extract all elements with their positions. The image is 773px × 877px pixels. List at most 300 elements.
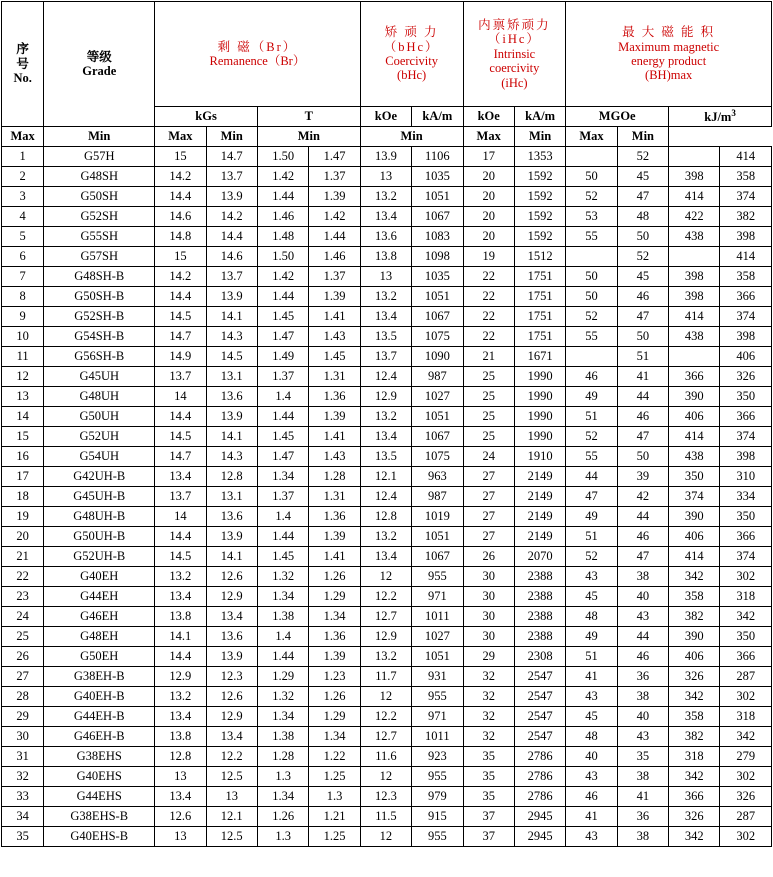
cell-ihc-kam: 2547 <box>514 727 565 747</box>
cell-bh-mgoe-max: 46 <box>566 787 617 807</box>
cell-bhc-kam: 1075 <box>412 447 463 467</box>
cell-bh-kj-min: 366 <box>720 647 772 667</box>
table-body <box>2 147 772 847</box>
cell-bhc-kam: 915 <box>412 807 463 827</box>
cell-br-kgs-min: 12.5 <box>206 827 257 847</box>
cell-no: 17 <box>2 467 44 487</box>
cell-bh-mgoe-min: 41 <box>617 787 668 807</box>
cell-br-t-max: 1.47 <box>257 447 308 467</box>
cell-grade: G40EHS <box>44 767 155 787</box>
cell-bh-kj-min: 279 <box>720 747 772 767</box>
cell-ihc-koe: 25 <box>463 407 514 427</box>
table-row <box>2 307 772 327</box>
cell-br-t-min: 1.37 <box>309 167 360 187</box>
cell-br-t-max: 1.34 <box>257 467 308 487</box>
cell-bh-mgoe-min: 50 <box>617 447 668 467</box>
cell-br-t-max: 1.34 <box>257 787 308 807</box>
header-unit-kam: kA/m <box>412 107 463 127</box>
header-unit-mgoe: MGOe <box>566 107 669 127</box>
cell-ihc-koe: 30 <box>463 607 514 627</box>
cell-br-kgs-min: 12.1 <box>206 807 257 827</box>
cell-ihc-koe: 20 <box>463 187 514 207</box>
cell-no: 25 <box>2 627 44 647</box>
cell-ihc-kam: 2547 <box>514 667 565 687</box>
cell-no: 34 <box>2 807 44 827</box>
table-row <box>2 167 772 187</box>
cell-bh-mgoe-max: 41 <box>566 667 617 687</box>
cell-bh-kj-max: 342 <box>669 687 720 707</box>
cell-br-t-min: 1.43 <box>309 447 360 467</box>
cell-bh-mgoe-max: 49 <box>566 627 617 647</box>
cell-bh-mgoe-min: 46 <box>617 407 668 427</box>
cell-grade: G50EH <box>44 647 155 667</box>
cell-bh-kj-min: 366 <box>720 287 772 307</box>
cell-ihc-koe: 25 <box>463 427 514 447</box>
cell-ihc-koe: 32 <box>463 687 514 707</box>
cell-br-t-min: 1.39 <box>309 407 360 427</box>
header-intrinsic-cn: 内禀矫顽力 <box>478 18 551 33</box>
cell-no: 26 <box>2 647 44 667</box>
cell-ihc-kam: 1671 <box>514 347 565 367</box>
cell-no: 4 <box>2 207 44 227</box>
cell-bh-mgoe-max: 45 <box>566 707 617 727</box>
cell-bhc-koe: 13.5 <box>360 447 411 467</box>
table-row <box>2 627 772 647</box>
table-row <box>2 747 772 767</box>
header-br-t-max: Max <box>155 127 206 147</box>
header-unit-kjm3 <box>669 107 772 127</box>
cell-br-t-min: 1.29 <box>309 587 360 607</box>
cell-br-t-max: 1.34 <box>257 707 308 727</box>
cell-bh-kj-max: 342 <box>669 827 720 847</box>
table-row <box>2 667 772 687</box>
cell-bhc-koe: 13.4 <box>360 427 411 447</box>
header-coercivity-en2: (bHc) <box>397 68 427 83</box>
cell-bh-mgoe-max: 49 <box>566 507 617 527</box>
cell-ihc-kam: 2547 <box>514 707 565 727</box>
cell-bh-mgoe-min: 52 <box>617 147 668 167</box>
table-row <box>2 647 772 667</box>
cell-br-kgs-min: 13.9 <box>206 407 257 427</box>
cell-br-t-max: 1.42 <box>257 267 308 287</box>
cell-br-t-max: 1.45 <box>257 427 308 447</box>
cell-br-kgs-max: 14.4 <box>155 287 206 307</box>
cell-ihc-koe: 22 <box>463 267 514 287</box>
cell-br-kgs-max: 14.2 <box>155 167 206 187</box>
header-seq-en: No. <box>13 71 32 86</box>
cell-bh-mgoe-max: 48 <box>566 727 617 747</box>
table-row <box>2 427 772 447</box>
cell-ihc-kam: 1592 <box>514 207 565 227</box>
cell-br-t-max: 1.44 <box>257 187 308 207</box>
cell-br-kgs-max: 14.4 <box>155 647 206 667</box>
header-br-t-min: Min <box>206 127 257 147</box>
cell-grade: G50UH-B <box>44 527 155 547</box>
cell-ihc-kam: 1592 <box>514 187 565 207</box>
cell-bh-mgoe-min: 40 <box>617 707 668 727</box>
cell-bh-kj-max: 342 <box>669 767 720 787</box>
cell-bhc-kam: 923 <box>412 747 463 767</box>
cell-br-kgs-min: 13.7 <box>206 167 257 187</box>
cell-grade: G38EH-B <box>44 667 155 687</box>
cell-bh-mgoe-max <box>566 147 617 167</box>
cell-ihc-koe: 26 <box>463 547 514 567</box>
cell-ihc-koe: 27 <box>463 467 514 487</box>
cell-grade: G44EH <box>44 587 155 607</box>
table-row <box>2 267 772 287</box>
cell-bhc-koe: 13.5 <box>360 327 411 347</box>
cell-bh-mgoe-min: 36 <box>617 667 668 687</box>
table-row <box>2 147 772 167</box>
cell-bh-mgoe-max: 43 <box>566 687 617 707</box>
cell-br-t-min: 1.26 <box>309 687 360 707</box>
cell-ihc-koe: 25 <box>463 367 514 387</box>
cell-br-t-min: 1.34 <box>309 727 360 747</box>
cell-bh-kj-min: 302 <box>720 767 772 787</box>
cell-no: 8 <box>2 287 44 307</box>
cell-br-kgs-min: 14.3 <box>206 327 257 347</box>
cell-ihc-kam: 2786 <box>514 747 565 767</box>
cell-br-t-max: 1.3 <box>257 827 308 847</box>
cell-no: 28 <box>2 687 44 707</box>
cell-bh-mgoe-max: 43 <box>566 827 617 847</box>
cell-bh-kj-min: 350 <box>720 387 772 407</box>
cell-bh-mgoe-max <box>566 247 617 267</box>
cell-br-t-max: 1.37 <box>257 487 308 507</box>
cell-no: 29 <box>2 707 44 727</box>
cell-bhc-kam: 1075 <box>412 327 463 347</box>
cell-ihc-kam: 2388 <box>514 607 565 627</box>
cell-bhc-koe: 13 <box>360 167 411 187</box>
cell-no: 19 <box>2 507 44 527</box>
cell-bh-kj-min: 398 <box>720 447 772 467</box>
header-bh-kj-max: Max <box>566 127 617 147</box>
cell-grade: G40EH-B <box>44 687 155 707</box>
cell-bh-kj-min: 358 <box>720 167 772 187</box>
header-remanence-en: Remanence（Br） <box>209 54 306 68</box>
cell-br-kgs-max: 13.4 <box>155 707 206 727</box>
cell-ihc-kam: 2308 <box>514 647 565 667</box>
cell-grade: G50UH <box>44 407 155 427</box>
cell-grade: G52UH-B <box>44 547 155 567</box>
cell-br-kgs-min: 14.1 <box>206 427 257 447</box>
cell-bh-mgoe-max: 49 <box>566 387 617 407</box>
cell-bhc-koe: 12.9 <box>360 627 411 647</box>
cell-ihc-kam: 1990 <box>514 407 565 427</box>
cell-bhc-koe: 13.4 <box>360 207 411 227</box>
cell-grade: G40EH <box>44 567 155 587</box>
cell-br-t-max: 1.50 <box>257 247 308 267</box>
cell-br-t-min: 1.22 <box>309 747 360 767</box>
cell-br-t-max: 1.38 <box>257 727 308 747</box>
cell-br-t-min: 1.43 <box>309 327 360 347</box>
cell-br-kgs-max: 13.4 <box>155 467 206 487</box>
cell-bh-kj-max: 438 <box>669 227 720 247</box>
cell-grade: G57H <box>44 147 155 167</box>
cell-br-kgs-max: 14.1 <box>155 627 206 647</box>
cell-bh-mgoe-min: 46 <box>617 647 668 667</box>
cell-bh-mgoe-min: 50 <box>617 327 668 347</box>
header-intrinsic-en2: coercivity <box>489 61 540 76</box>
cell-bh-mgoe-min: 41 <box>617 367 668 387</box>
cell-br-kgs-min: 13.9 <box>206 287 257 307</box>
cell-grade: G40EHS-B <box>44 827 155 847</box>
cell-br-kgs-min: 14.6 <box>206 247 257 267</box>
cell-br-t-max: 1.44 <box>257 407 308 427</box>
cell-no: 9 <box>2 307 44 327</box>
cell-grade: G44EHS <box>44 787 155 807</box>
cell-bh-kj-max: 382 <box>669 727 720 747</box>
header-bhmax-en3: (BH)max <box>645 68 693 83</box>
cell-bhc-koe: 12.7 <box>360 727 411 747</box>
cell-grade: G57SH <box>44 247 155 267</box>
cell-br-kgs-max: 13.7 <box>155 487 206 507</box>
table-row <box>2 387 772 407</box>
table-row <box>2 567 772 587</box>
cell-bh-mgoe-min: 35 <box>617 747 668 767</box>
cell-br-t-min: 1.39 <box>309 187 360 207</box>
cell-bh-kj-max: 398 <box>669 287 720 307</box>
cell-br-kgs-min: 12.9 <box>206 707 257 727</box>
cell-bhc-kam: 1011 <box>412 607 463 627</box>
cell-bh-kj-min: 398 <box>720 227 772 247</box>
cell-ihc-koe: 32 <box>463 727 514 747</box>
cell-br-kgs-max: 13.2 <box>155 567 206 587</box>
cell-br-t-min: 1.46 <box>309 247 360 267</box>
cell-grade: G52UH <box>44 427 155 447</box>
cell-bh-mgoe-min: 47 <box>617 547 668 567</box>
cell-ihc-kam: 1751 <box>514 307 565 327</box>
cell-bh-kj-min: 287 <box>720 667 772 687</box>
header-ihc-min: Min <box>360 127 463 147</box>
header-bhmax-en: Maximum magnetic <box>618 39 720 54</box>
cell-br-t-min: 1.41 <box>309 547 360 567</box>
cell-bh-kj-min: 406 <box>720 347 772 367</box>
cell-bhc-koe: 12.7 <box>360 607 411 627</box>
cell-bh-mgoe-min: 40 <box>617 587 668 607</box>
cell-bhc-kam: 1067 <box>412 207 463 227</box>
cell-bh-mgoe-max: 52 <box>566 427 617 447</box>
cell-bh-kj-max: 438 <box>669 447 720 467</box>
cell-br-t-max: 1.29 <box>257 667 308 687</box>
cell-br-kgs-min: 13.7 <box>206 267 257 287</box>
table-row <box>2 807 772 827</box>
cell-bh-kj-max: 342 <box>669 567 720 587</box>
cell-no: 22 <box>2 567 44 587</box>
table-row <box>2 207 772 227</box>
cell-bh-kj-max: 406 <box>669 527 720 547</box>
cell-grade: G56SH-B <box>44 347 155 367</box>
table-row <box>2 367 772 387</box>
cell-br-kgs-max: 13.4 <box>155 787 206 807</box>
cell-br-kgs-min: 12.3 <box>206 667 257 687</box>
cell-ihc-koe: 21 <box>463 347 514 367</box>
cell-no: 18 <box>2 487 44 507</box>
cell-br-t-max: 1.47 <box>257 327 308 347</box>
cell-bhc-koe: 13.7 <box>360 347 411 367</box>
cell-br-kgs-min: 14.7 <box>206 147 257 167</box>
cell-ihc-kam: 1353 <box>514 147 565 167</box>
cell-bh-mgoe-max: 41 <box>566 807 617 827</box>
cell-bh-kj-max <box>669 247 720 267</box>
cell-no: 15 <box>2 427 44 447</box>
header-unit-kgs: kGs <box>155 107 258 127</box>
table-row <box>2 287 772 307</box>
cell-bhc-kam: 1067 <box>412 427 463 447</box>
cell-bhc-koe: 12 <box>360 687 411 707</box>
table-row <box>2 247 772 267</box>
cell-grade: G48EH <box>44 627 155 647</box>
cell-bhc-kam: 1011 <box>412 727 463 747</box>
cell-bhc-koe: 13 <box>360 267 411 287</box>
cell-ihc-koe: 30 <box>463 567 514 587</box>
cell-bh-kj-min: 342 <box>720 727 772 747</box>
cell-bhc-koe: 13.2 <box>360 287 411 307</box>
cell-br-kgs-min: 14.5 <box>206 347 257 367</box>
cell-br-t-max: 1.32 <box>257 687 308 707</box>
cell-bhc-kam: 963 <box>412 467 463 487</box>
cell-br-kgs-min: 13.6 <box>206 627 257 647</box>
cell-bhc-koe: 13.8 <box>360 247 411 267</box>
cell-bh-mgoe-min: 46 <box>617 527 668 547</box>
cell-ihc-kam: 1751 <box>514 327 565 347</box>
cell-bh-mgoe-min: 47 <box>617 307 668 327</box>
header-seq-cn1: 序 <box>16 42 29 57</box>
cell-br-kgs-max: 14.9 <box>155 347 206 367</box>
cell-br-t-max: 1.3 <box>257 767 308 787</box>
cell-ihc-kam: 2070 <box>514 547 565 567</box>
cell-bhc-koe: 13.2 <box>360 527 411 547</box>
cell-br-kgs-max: 14 <box>155 507 206 527</box>
table-row <box>2 467 772 487</box>
cell-bh-kj-max <box>669 347 720 367</box>
header-bhmax-en2: energy product <box>631 54 707 68</box>
cell-br-kgs-min: 13.4 <box>206 727 257 747</box>
cell-no: 20 <box>2 527 44 547</box>
cell-br-t-min: 1.41 <box>309 307 360 327</box>
cell-ihc-koe: 22 <box>463 307 514 327</box>
cell-bh-kj-max: 414 <box>669 547 720 567</box>
cell-no: 2 <box>2 167 44 187</box>
cell-bh-mgoe-min: 45 <box>617 267 668 287</box>
cell-bh-kj-min: 414 <box>720 247 772 267</box>
cell-bh-mgoe-min: 43 <box>617 727 668 747</box>
cell-grade: G44EH-B <box>44 707 155 727</box>
cell-br-kgs-max: 12.8 <box>155 747 206 767</box>
header-remanence <box>155 2 361 107</box>
cell-br-kgs-min: 12.8 <box>206 467 257 487</box>
cell-br-t-max: 1.28 <box>257 747 308 767</box>
cell-bh-mgoe-max <box>566 347 617 367</box>
cell-ihc-koe: 20 <box>463 167 514 187</box>
cell-bh-mgoe-min: 47 <box>617 187 668 207</box>
magnet-grade-table <box>1 1 772 847</box>
cell-no: 10 <box>2 327 44 347</box>
cell-bh-mgoe-max: 52 <box>566 547 617 567</box>
cell-grade: G55SH <box>44 227 155 247</box>
cell-ihc-koe: 27 <box>463 527 514 547</box>
cell-ihc-koe: 20 <box>463 227 514 247</box>
cell-bh-kj-min: 382 <box>720 207 772 227</box>
cell-bhc-kam: 1090 <box>412 347 463 367</box>
cell-br-t-max: 1.46 <box>257 207 308 227</box>
cell-bh-kj-min: 350 <box>720 627 772 647</box>
cell-bhc-koe: 13.2 <box>360 407 411 427</box>
cell-no: 16 <box>2 447 44 467</box>
cell-br-t-min: 1.42 <box>309 207 360 227</box>
cell-br-kgs-max: 14 <box>155 387 206 407</box>
cell-bh-mgoe-max: 51 <box>566 527 617 547</box>
cell-br-t-min: 1.39 <box>309 647 360 667</box>
header-bh-kj-min: Min <box>617 127 668 147</box>
cell-bhc-kam: 1027 <box>412 627 463 647</box>
cell-ihc-koe: 37 <box>463 807 514 827</box>
cell-bh-kj-min: 398 <box>720 327 772 347</box>
cell-grade: G48UH <box>44 387 155 407</box>
cell-bhc-kam: 955 <box>412 767 463 787</box>
cell-bh-kj-max: 390 <box>669 387 720 407</box>
cell-bh-mgoe-min: 43 <box>617 607 668 627</box>
cell-ihc-kam: 1910 <box>514 447 565 467</box>
header-seq-cn2: 号 <box>16 56 29 71</box>
cell-bh-kj-max: 414 <box>669 187 720 207</box>
cell-bhc-kam: 1051 <box>412 287 463 307</box>
cell-br-t-max: 1.44 <box>257 287 308 307</box>
cell-bh-mgoe-min: 38 <box>617 827 668 847</box>
cell-bhc-koe: 12.9 <box>360 387 411 407</box>
cell-bh-mgoe-max: 44 <box>566 467 617 487</box>
cell-bhc-kam: 1035 <box>412 267 463 287</box>
cell-bh-mgoe-min: 38 <box>617 567 668 587</box>
cell-bh-kj-max: 398 <box>669 167 720 187</box>
cell-bh-kj-max: 382 <box>669 607 720 627</box>
cell-bhc-kam: 971 <box>412 707 463 727</box>
header-coercivity <box>360 2 463 107</box>
cell-br-kgs-max: 13 <box>155 767 206 787</box>
header-unit-koe2: kOe <box>463 107 514 127</box>
cell-bh-kj-max: 358 <box>669 707 720 727</box>
cell-br-kgs-min: 13.9 <box>206 187 257 207</box>
cell-bhc-kam: 979 <box>412 787 463 807</box>
cell-grade: G50SH <box>44 187 155 207</box>
cell-br-t-min: 1.36 <box>309 627 360 647</box>
header-unit-kjm3-text: kJ/m <box>704 110 732 125</box>
cell-bh-kj-min: 358 <box>720 267 772 287</box>
cell-bh-kj-min: 374 <box>720 427 772 447</box>
cell-ihc-koe: 24 <box>463 447 514 467</box>
cell-br-kgs-max: 13.2 <box>155 687 206 707</box>
cell-bh-kj-min: 302 <box>720 827 772 847</box>
header-bhmax-cn: 最 大 磁 能 积 <box>622 25 716 40</box>
cell-bh-mgoe-max: 47 <box>566 487 617 507</box>
cell-bhc-koe: 12 <box>360 767 411 787</box>
cell-bh-kj-max: 318 <box>669 747 720 767</box>
cell-no: 35 <box>2 827 44 847</box>
cell-br-t-min: 1.37 <box>309 267 360 287</box>
cell-bhc-kam: 987 <box>412 367 463 387</box>
cell-bh-kj-max: 326 <box>669 807 720 827</box>
cell-bh-mgoe-min: 48 <box>617 207 668 227</box>
cell-bhc-kam: 1098 <box>412 247 463 267</box>
cell-grade: G48SH <box>44 167 155 187</box>
cell-bhc-koe: 13.6 <box>360 227 411 247</box>
cell-bh-kj-min: 374 <box>720 547 772 567</box>
cell-br-t-min: 1.36 <box>309 387 360 407</box>
cell-bh-mgoe-min: 44 <box>617 507 668 527</box>
table-row <box>2 827 772 847</box>
cell-bhc-kam: 1035 <box>412 167 463 187</box>
cell-br-t-min: 1.26 <box>309 567 360 587</box>
